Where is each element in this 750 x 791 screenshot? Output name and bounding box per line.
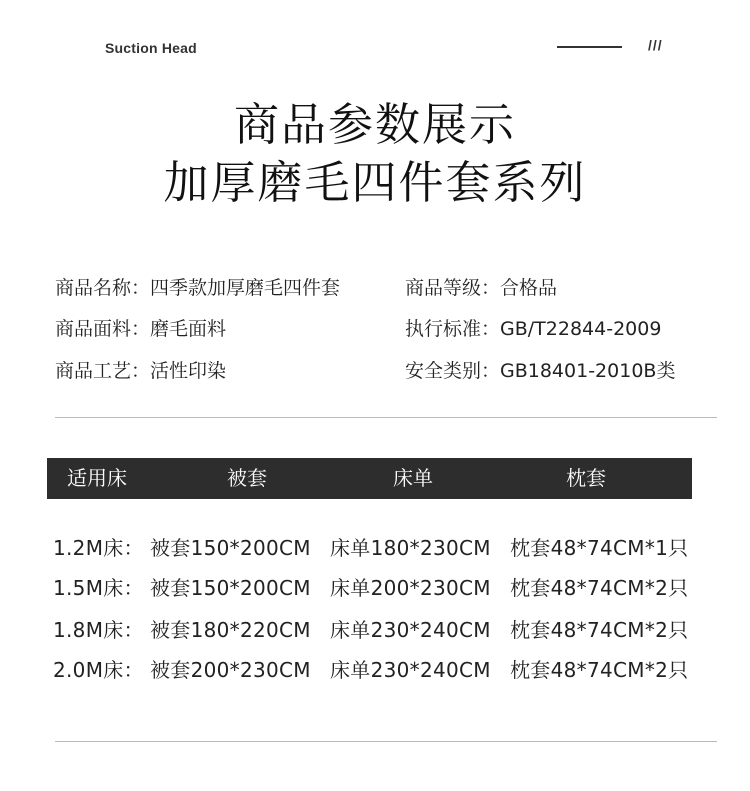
cell-pillow: 枕套48*74CM*2只 — [510, 618, 689, 642]
header-bed: 适用床 — [67, 466, 127, 490]
header-sheet: 床单 — [393, 466, 433, 490]
page-title-line1: 商品参数展示 — [233, 98, 516, 151]
table-row — [53, 538, 688, 558]
table-row — [53, 578, 688, 598]
table-row — [53, 660, 688, 680]
spec-safety: 安全类别：GB18401-2010B类 — [405, 360, 676, 382]
cell-sheet: 床单230*240CM — [330, 618, 491, 642]
cell-pillow: 枕套48*74CM*2只 — [510, 658, 689, 682]
spec-product-grade: 商品等级：合格品 — [405, 277, 558, 299]
divider-top — [55, 417, 717, 418]
spec-fabric: 商品面料：磨毛面料 — [55, 318, 227, 340]
cell-pillow: 枕套48*74CM*1只 — [510, 536, 689, 560]
spec-craft: 商品工艺：活性印染 — [55, 360, 227, 382]
decorative-line — [557, 46, 622, 48]
cell-bed: 1.8M床： — [53, 618, 144, 642]
cell-bed: 2.0M床： — [53, 658, 144, 682]
cell-duvet: 被套200*230CM — [150, 658, 311, 682]
table-header — [47, 458, 692, 499]
brand-label: Suction Head — [105, 40, 197, 56]
spec-standard: 执行标准：GB/T22844-2009 — [405, 318, 662, 340]
table-row — [53, 620, 688, 640]
divider-bottom — [55, 741, 717, 742]
spec-product-name: 商品名称：四季款加厚磨毛四件套 — [55, 277, 341, 299]
cell-pillow: 枕套48*74CM*2只 — [510, 576, 689, 600]
cell-duvet: 被套150*200CM — [150, 576, 311, 600]
cell-bed: 1.2M床： — [53, 536, 144, 560]
cell-duvet: 被套150*200CM — [150, 536, 311, 560]
header-duvet: 被套 — [227, 466, 267, 490]
header-pillow: 枕套 — [566, 466, 606, 490]
cell-sheet: 床单180*230CM — [330, 536, 491, 560]
cell-bed: 1.5M床： — [53, 576, 144, 600]
cell-sheet: 床单200*230CM — [330, 576, 491, 600]
cell-duvet: 被套180*220CM — [150, 618, 311, 642]
page-title-line2: 加厚磨毛四件套系列 — [163, 156, 587, 209]
cell-sheet: 床单230*240CM — [330, 658, 491, 682]
decorative-slashes: /// — [648, 37, 663, 53]
